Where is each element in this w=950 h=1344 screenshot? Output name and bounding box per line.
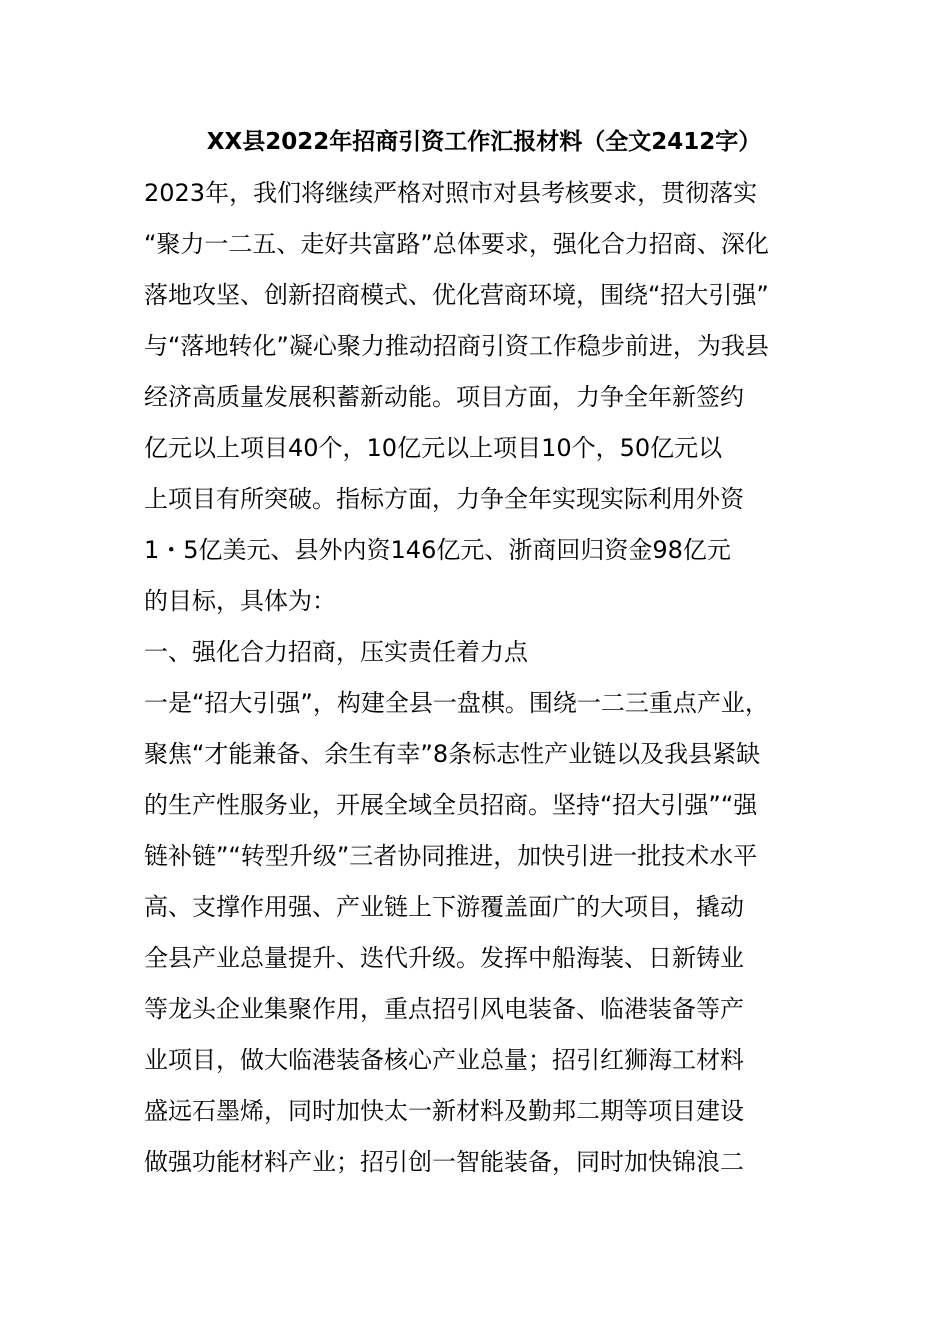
text-line: 的目标，具体为：	[144, 587, 336, 615]
text-line: 做强功能材料产业；招引创一智能装备，同时加快锦浪二	[144, 1148, 744, 1176]
text-line: 的生产性服务业，开展全域全员招商。坚持“招大引强”“强	[144, 791, 758, 819]
text-line: 经济高质量发展积蓄新动能。项目方面，力争全年新签约	[144, 383, 744, 411]
text-line: 全县产业总量提升、迭代升级。发挥中船海装、日新铸业	[144, 944, 744, 972]
document-title: XX县2022年招商引资工作汇报材料（全文2412字）	[206, 129, 762, 155]
document-body	[144, 168, 814, 1188]
text-line: 等龙头企业集聚作用，重点招引风电装备、临港装备等产	[144, 995, 744, 1023]
text-line: 高、支撑作用强、产业链上下游覆盖面广的大项目，撬动	[144, 893, 744, 921]
text-line: 聚焦“才能兼备、余生有幸”8条标志性产业链以及我县紧缺	[144, 740, 761, 768]
text-line: 盛远石墨烯，同时加快太一新材料及勤邦二期等项目建设	[144, 1097, 744, 1125]
text-line: 与“落地转化”凝心聚力推动招商引资工作稳步前进，为我县	[144, 332, 769, 360]
text-line: 落地攻坚、创新招商模式、优化营商环境，围绕“招大引强”	[144, 281, 769, 309]
text-line: 亿元以上项目40个，10亿元以上项目10个，50亿元以	[144, 434, 723, 462]
text-line: 业项目，做大临港装备核心产业总量；招引红狮海工材料	[144, 1046, 744, 1074]
section-heading: 一、强化合力招商，压实责任着力点	[144, 638, 528, 666]
text-line: 2023年，我们将继续严格对照市对县考核要求，贯彻落实	[144, 179, 758, 207]
text-line: “聚力一二五、走好共富路”总体要求，强化合力招商、深化	[144, 230, 769, 258]
text-line: 上项目有所突破。指标方面，力争全年实现实际利用外资	[144, 485, 744, 513]
text-line: 一是“招大引强”，构建全县一盘棋。围绕一二三重点产业，	[144, 689, 769, 717]
text-line: 链补链”“转型升级”三者协同推进，加快引进一批技术水平	[144, 842, 758, 870]
text-line: 1・5亿美元、县外内资146亿元、浙商回归资金98亿元	[144, 536, 731, 564]
